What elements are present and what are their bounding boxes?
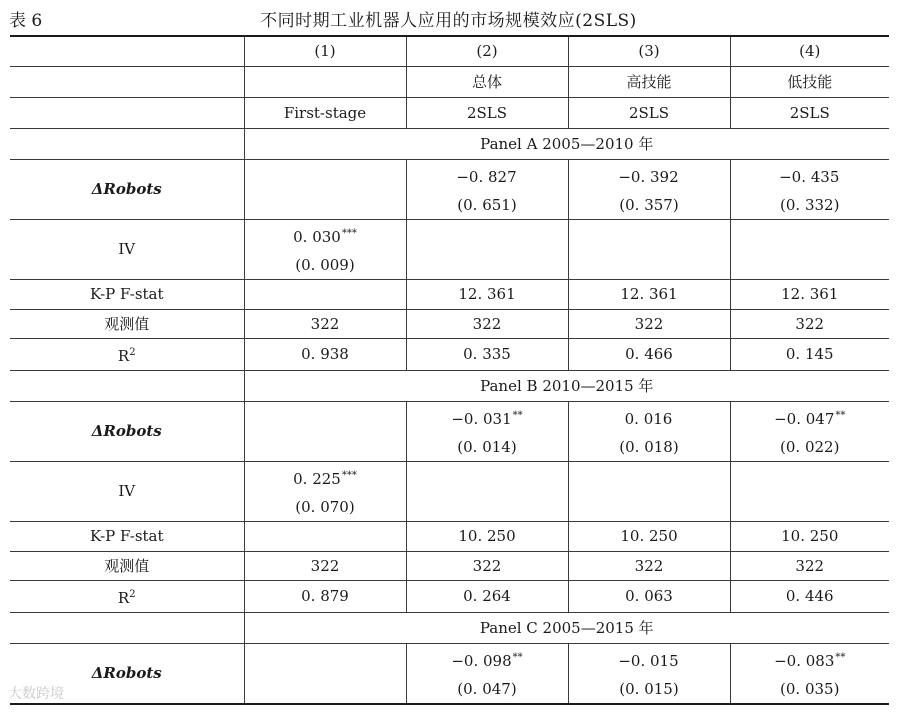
sig-stars: ** <box>835 409 846 421</box>
r2-cell: 0. 466 <box>568 338 730 370</box>
std-error: (0. 018) <box>619 437 679 456</box>
obs-cell: 322 <box>568 309 730 338</box>
kp-label: K-P F-stat <box>10 279 244 309</box>
header-corner <box>10 36 244 66</box>
kp-cell: 10. 250 <box>730 521 889 551</box>
group-label: 低技能 <box>730 66 889 97</box>
method-label: 2SLS <box>730 97 889 128</box>
method-label: First-stage <box>244 97 406 128</box>
col-number: (3) <box>568 36 730 66</box>
header-methods-row <box>10 97 889 128</box>
robots-cell <box>730 643 889 704</box>
r2-cell: 0. 145 <box>730 338 889 370</box>
std-error: (0. 015) <box>619 679 679 698</box>
robots-cell <box>568 643 730 704</box>
r2-cell: 0. 938 <box>244 338 406 370</box>
table-title: 不同时期工业机器人应用的市场规模效应(2SLS) <box>260 11 637 31</box>
panel-title: Panel B 2010—2015 年 <box>244 370 889 401</box>
obs-row <box>10 551 889 580</box>
kp-cell: 10. 250 <box>406 521 568 551</box>
coef-value: −0. 083 <box>774 651 835 670</box>
coef-value: 0. 016 <box>624 409 673 428</box>
group-label: 总体 <box>406 66 568 97</box>
obs-label: 观测值 <box>10 551 244 580</box>
kp-cell: 12. 361 <box>730 279 889 309</box>
robots-label: ΔRobots <box>10 401 244 461</box>
coef-value: −0. 015 <box>618 651 679 670</box>
sig-stars: ** <box>512 651 523 663</box>
robots-row <box>10 159 889 219</box>
header-col-numbers-row <box>10 36 889 66</box>
iv-cell <box>244 461 406 521</box>
kp-cell: 10. 250 <box>568 521 730 551</box>
obs-cell: 322 <box>406 551 568 580</box>
iv-row <box>10 461 889 521</box>
robots-cell <box>406 159 568 219</box>
group-label: 高技能 <box>568 66 730 97</box>
coef-value: −0. 098 <box>451 651 512 670</box>
watermark: 大数跨境 <box>8 686 64 702</box>
sig-stars: ** <box>835 651 846 663</box>
std-error: (0. 070) <box>295 497 355 516</box>
kp-cell: 12. 361 <box>406 279 568 309</box>
robots-row <box>10 643 889 704</box>
std-error: (0. 014) <box>457 437 517 456</box>
r2-cell: 0. 063 <box>568 580 730 612</box>
std-error: (0. 009) <box>295 255 355 274</box>
robots-label: ΔRobots <box>10 643 244 704</box>
robots-cell <box>244 401 406 461</box>
std-error: (0. 357) <box>619 195 679 214</box>
obs-cell: 322 <box>406 309 568 338</box>
robots-cell <box>568 159 730 219</box>
std-error: (0. 035) <box>780 679 840 698</box>
robots-cell <box>406 643 568 704</box>
r2-row <box>10 338 889 370</box>
panel-title: Panel A 2005—2010 年 <box>244 128 889 159</box>
r2-row <box>10 580 889 612</box>
coef-value: −0. 827 <box>456 167 517 186</box>
robots-cell <box>406 401 568 461</box>
col-number: (4) <box>730 36 889 66</box>
r2-cell: 0. 264 <box>406 580 568 612</box>
kp-cell <box>244 279 406 309</box>
coef-value: −0. 392 <box>618 167 679 186</box>
method-label: 2SLS <box>406 97 568 128</box>
std-error: (0. 332) <box>780 195 840 214</box>
kp-cell <box>244 521 406 551</box>
r2-cell: 0. 879 <box>244 580 406 612</box>
coef-value: −0. 031 <box>451 409 512 428</box>
panel-title-row <box>10 612 889 643</box>
obs-cell: 322 <box>244 309 406 338</box>
robots-cell <box>244 159 406 219</box>
header-groups-row <box>10 66 889 97</box>
iv-label: IV <box>10 219 244 279</box>
group-label <box>244 66 406 97</box>
std-error: (0. 651) <box>457 195 517 214</box>
kp-row <box>10 521 889 551</box>
robots-label: ΔRobots <box>10 159 244 219</box>
method-label: 2SLS <box>568 97 730 128</box>
std-error: (0. 047) <box>457 679 517 698</box>
iv-row <box>10 219 889 279</box>
kp-label: K-P F-stat <box>10 521 244 551</box>
obs-cell: 322 <box>730 551 889 580</box>
obs-cell: 322 <box>730 309 889 338</box>
panel-title-row <box>10 128 889 159</box>
r2-label: $R^2$ <box>10 580 244 612</box>
robots-cell <box>244 643 406 704</box>
results-table <box>10 35 889 705</box>
r2-label: $R^2$ <box>10 338 244 370</box>
robots-cell <box>568 401 730 461</box>
sig-stars: ** <box>512 409 523 421</box>
r2-cell: 0. 335 <box>406 338 568 370</box>
coef-value: −0. 047 <box>774 409 835 428</box>
sig-stars: *** <box>341 469 357 481</box>
obs-cell: 322 <box>244 551 406 580</box>
kp-cell: 12. 361 <box>568 279 730 309</box>
robots-cell <box>730 401 889 461</box>
obs-label: 观测值 <box>10 309 244 338</box>
panel-title: Panel C 2005—2015 年 <box>244 612 889 643</box>
coef-value: 0. 030 <box>293 227 341 246</box>
obs-cell: 322 <box>568 551 730 580</box>
std-error: (0. 022) <box>780 437 840 456</box>
col-number: (1) <box>244 36 406 66</box>
iv-cell <box>244 219 406 279</box>
kp-row <box>10 279 889 309</box>
robots-cell <box>730 159 889 219</box>
title-row <box>0 4 897 30</box>
robots-row <box>10 401 889 461</box>
r2-cell: 0. 446 <box>730 580 889 612</box>
col-number: (2) <box>406 36 568 66</box>
sig-stars: *** <box>341 227 357 239</box>
coef-value: 0. 225 <box>293 469 341 488</box>
panel-title-row <box>10 370 889 401</box>
coef-value: −0. 435 <box>779 167 840 186</box>
table-label: 表 6 <box>9 11 43 31</box>
obs-row <box>10 309 889 338</box>
iv-label: IV <box>10 461 244 521</box>
